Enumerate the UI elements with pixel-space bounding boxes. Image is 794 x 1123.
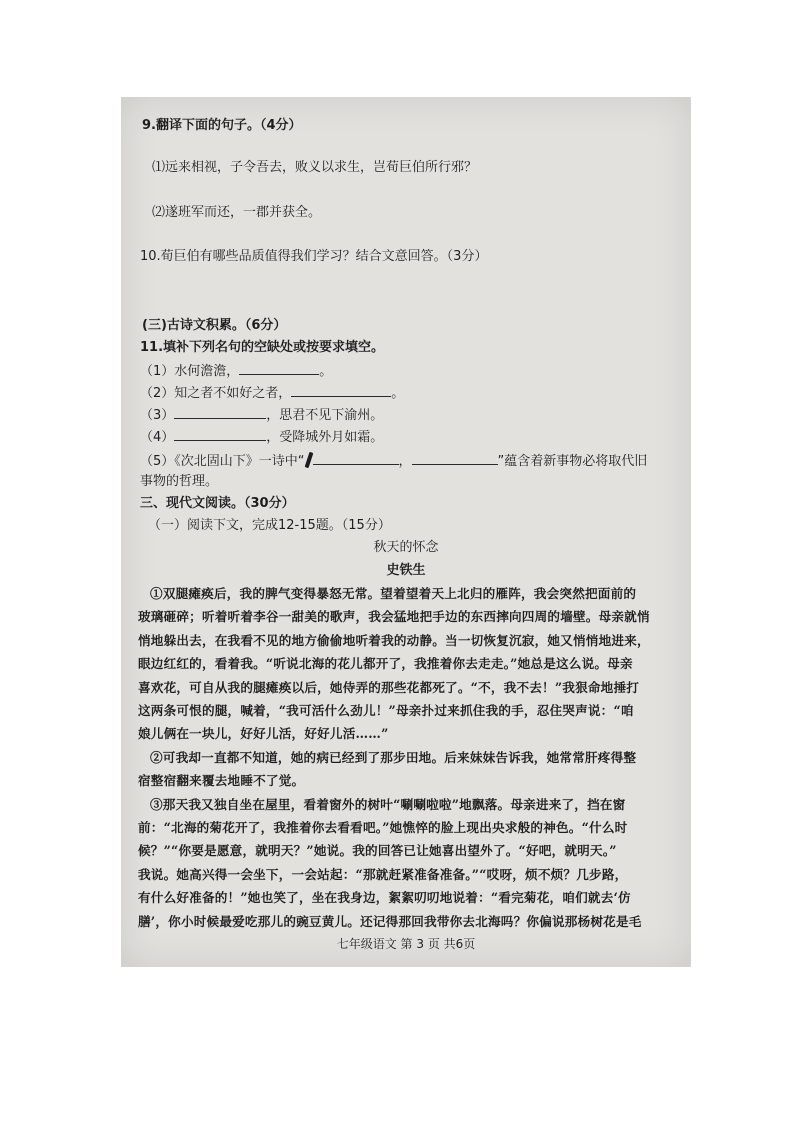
essay-line: 娘儿俩在一块儿，好好儿活，好好儿活……”	[138, 726, 389, 742]
essay-line: ③那天我又独自坐在屋里，看着窗外的树叶“唰唰啦啦”地飘落。母亲进来了，挡在窗	[150, 796, 626, 812]
q11-item-3-text: ，思君不见下渝州。	[266, 408, 384, 423]
q11-item-2	[140, 384, 404, 402]
answer-blank[interactable]	[174, 428, 266, 441]
q11-item-5-line2: 事物的哲理。	[140, 474, 219, 489]
q9-sentence-2: ⑵遂班军而还，一郡并获全。	[152, 205, 322, 220]
essay-line: 候？”“你要是愿意，就明天？”她说。我的回答已让她喜出望外了。“好吧，就明天。”	[138, 843, 617, 859]
section-3-title: (三)古诗文积累。（6分）	[142, 318, 287, 333]
part-3-title: 三、现代文阅读。（30分）	[140, 496, 295, 511]
q9-sentence-1: ⑴远来相视，子令吾去，败义以求生，岂荀巨伯所行邪？	[152, 160, 478, 175]
answer-blank[interactable]	[174, 406, 266, 419]
q11-item-5-text: （5）《次北固山下》一诗中“	[140, 454, 305, 469]
answer-blank[interactable]	[239, 362, 319, 375]
q11-item-1	[140, 362, 332, 380]
q11-item-1-end: 。	[319, 364, 333, 379]
essay-line: 眼边红红的，看着我。“听说北海的花儿都开了，我推着你去走走。”她总是这么说。母亲	[138, 656, 633, 672]
essay-line: 有什么好准备的！”她也笑了，坐在我身边，絮絮叨叨地说着：“看完菊花，咱们就去‘仿	[138, 890, 631, 906]
page-footer: 七年级语文 第 3 页 共6页	[336, 937, 476, 951]
q11-item-4-number: （4）	[140, 430, 175, 445]
essay-body	[138, 582, 650, 933]
essay-line: 喜欢花，可自从我的腿瘫痪以后，她侍弄的那些花都死了。“不，我不去！”我狠命地捶打	[138, 679, 640, 695]
essay-line: 宿整宿翻来覆去地睡不了觉。	[138, 773, 305, 789]
q11-item-4	[140, 428, 383, 446]
essay-line: 我说。她高兴得一会坐下，一会站起：“那就赶紧准备准备。”“哎呀，烦不烦？几步路，	[138, 866, 628, 882]
q11-item-3-number: （3）	[140, 408, 175, 423]
q11-item-1-text: （1）水何澹澹，	[140, 364, 240, 379]
essay-line: ①双腿瘫痪后，我的脾气变得暴怒无常。望着望着天上北归的雁阵，我会突然把面前的	[150, 586, 637, 601]
q11-item-2-end: 。	[391, 386, 405, 401]
essay-line: 这两条可恨的腿，喊着，“我可活什么劲儿！”母亲扑过来抓住我的手，忍住哭声说：“咱	[138, 703, 634, 719]
essay-author: 史铁生	[386, 563, 426, 578]
essay-line: 悄地躲出去，在我看不见的地方偷偷地听着我的动静。当一切恢复沉寂，她又悄悄地进来，	[138, 632, 650, 648]
q10-title: 10.荀巨伯有哪些品质值得我们学习？结合文意回答。（3分）	[140, 249, 488, 264]
answer-blank[interactable]	[291, 384, 391, 397]
q11-item-2-text: （2）知之者不如好之者，	[140, 386, 292, 401]
essay-line: 膳’，你小时候最爱吃那儿的豌豆黄儿。还记得那回我带你去北海吗？你偏说那杨树花是毛	[138, 913, 642, 929]
q11-item-5-text-end: ”蕴含着新事物必将取代旧	[497, 454, 648, 469]
essay-line: 前：“北海的菊花开了，我推着你去看看吧。”她憔悴的脸上现出央求般的神色。“什么时	[138, 820, 628, 836]
q11-item-5	[140, 452, 647, 470]
essay-line: ②可我却一直都不知道，她的病已经到了那步田地。后来妹妹告诉我，她常常肝疼得整	[150, 749, 637, 765]
essay-title: 秋天的怀念	[373, 540, 439, 555]
q11-item-4-text: ，受降城外月如霜。	[266, 430, 384, 445]
exam-page-photo	[121, 97, 691, 967]
reading-instructions: （一）阅读下文，完成12-15题。（15分）	[148, 518, 391, 533]
q11-item-3	[140, 406, 383, 424]
answer-blank[interactable]	[412, 452, 498, 465]
essay-line: 玻璃砸碎；听着听着李谷一甜美的歌声，我会猛地把手边的东西摔向四周的墙壁。母亲就悄	[138, 609, 650, 625]
q9-title: 9.翻译下面的句子。（4分）	[142, 118, 302, 133]
answer-blank[interactable]	[313, 452, 399, 465]
q11-item-5-comma: ，	[398, 454, 412, 469]
q11-title: 11.填补下列名句的空缺处或按要求填空。	[140, 340, 385, 355]
